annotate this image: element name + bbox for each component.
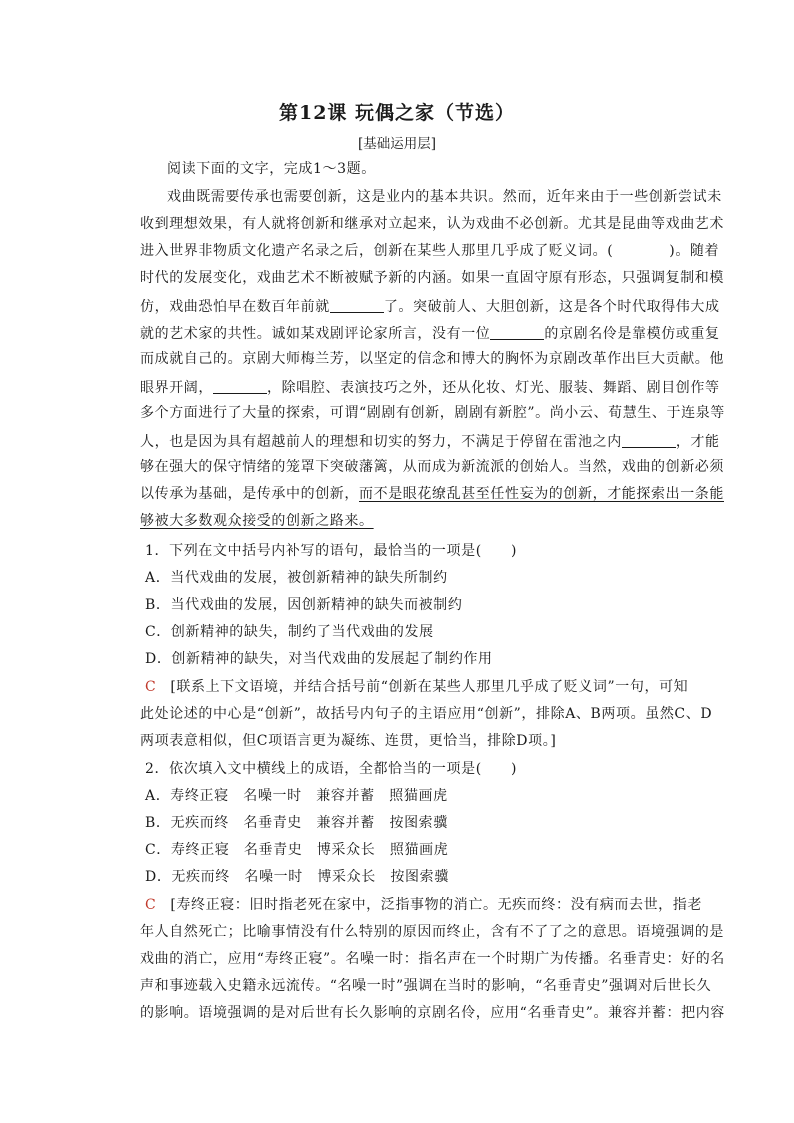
instruction: 阅读下面的文字，完成1～3题。 xyxy=(167,161,376,177)
option-b: B．当代戏曲的发展，因创新精神的缺失而被制约 xyxy=(145,597,463,613)
passage-line: 眼界开阔， ，除唱腔、表演技巧之外，还从化妆、灯光、服装、舞蹈、剧目创作等 xyxy=(140,380,720,396)
explanation-line: 年人自然死亡；比喻事情没有什么特别的原因而终止，含有不了了之的意思。语境强调的是 xyxy=(140,924,724,940)
fill-blank xyxy=(490,325,544,340)
passage-line: 就的艺术家的共性。诚如某戏剧评论家所言，没有一位 的京剧名伶是靠模仿或重复 xyxy=(140,326,720,342)
explanation-line: 戏曲的消亡，应用“寿终正寝”。名噪一时：指名声在一个时期广为传播。名垂青史：好的名 xyxy=(140,951,725,967)
explanation-line: 两项表意相似，但C项语言更为凝练、连贯，更恰当，排除D项。] xyxy=(140,733,557,749)
answer-explanation: C [联系上下文语境，并结合括号前“创新在某些人那里几乎成了贬义词”一句，可知 xyxy=(145,679,689,695)
fill-blank xyxy=(330,298,384,313)
option-a: A．当代戏曲的发展，被创新精神的缺失所制约 xyxy=(145,570,448,586)
passage-line: 多个方面进行了大量的探索，可谓“剧剧有创新，剧剧有新腔”。尚小云、荀慧生、于连泉等 xyxy=(140,405,725,421)
answer-letter: C xyxy=(145,897,157,913)
passage-line: 仿，戏曲恐怕早在数百年前就 了。突破前人、大胆创新，这是各个时代取得伟大成 xyxy=(140,299,720,315)
answer-letter: C xyxy=(145,679,157,695)
explanation-line: 的影响。语境强调的是对后世有长久影响的京剧名伶，应用“名垂青史”。兼容并蓄：把内容 xyxy=(140,1005,725,1021)
passage-line: 时代的发展变化，戏曲艺术不断被赋予新的内涵。如果一直固守原有形态，只强调复制和模 xyxy=(140,270,724,286)
answer-explanation: C [寿终正寝：旧时指老死在家中，泛指事物的消亡。无疾而终：没有病而去世，指老 xyxy=(145,897,702,913)
question-stem: 2．依次填入文中横线上的成语，全都恰当的一项是( ) xyxy=(145,761,518,777)
question-stem: 1．下列在文中括号内补写的语句，最恰当的一项是( ) xyxy=(145,543,518,559)
passage-line: 够在强大的保守情绪的笼罩下突破藩篱，从而成为新流派的创始人。当然，戏曲的创新必须 xyxy=(140,459,724,475)
option-c: C．寿终正寝 名垂青史 博采众长 照猫画虎 xyxy=(145,842,449,858)
underlined-sentence: 而不是眼花缭乱甚至任性妄为的创新，才能探索出一条能 xyxy=(359,486,724,502)
passage-line: 进入世界非物质文化遗产名录之后，创新在某些人那里几乎成了贬义词。( )。随着 xyxy=(140,243,720,259)
explanation-line: 声和事迹载入史籍永远流传。“名噪一时”强调在当时的影响，“名垂青史”强调对后世长久 xyxy=(140,978,712,994)
passage-line: 收到理想效果，有人就将创新和继承对立起来，认为戏曲不必创新。尤其是昆曲等戏曲艺术 xyxy=(140,216,724,232)
passage-line: 人，也是因为具有超越前人的理想和切实的努力，不满足于停留在雷池之内 ，才能 xyxy=(140,434,720,450)
option-b: B．无疾而终 名垂青史 兼容并蓄 按图索骥 xyxy=(145,815,448,831)
option-d: D．创新精神的缺失，对当代戏曲的发展起了制约作用 xyxy=(145,651,493,667)
fill-blank xyxy=(213,379,267,394)
passage-line: 而成就自己的。京剧大师梅兰芳，以坚定的信念和博大的胸怀为京剧改革作出巨大贡献。他 xyxy=(140,351,724,367)
lesson-title: 第12课 玩偶之家（节选） xyxy=(278,102,516,124)
section-label: [基础运用层] xyxy=(357,136,437,152)
underlined-sentence: 够被大多数观众接受的创新之路来。 xyxy=(140,513,374,529)
fill-blank xyxy=(622,433,676,448)
explanation-line: 此处论述的中心是“创新”，故括号内句子的主语应用“创新”，排除A、B两项。虽然C、D xyxy=(140,706,713,722)
option-c: C．创新精神的缺失，制约了当代戏曲的发展 xyxy=(145,624,434,640)
passage-line: 戏曲既需要传承也需要创新，这是业内的基本共识。然而，近年来由于一些创新尝试未 xyxy=(167,189,722,205)
option-d: D．无疾而终 名噪一时 博采众长 按图索骥 xyxy=(145,869,449,885)
passage-line: 以传承为基础，是传承中的创新，而不是眼花缭乱甚至任性妄为的创新，才能探索出一条能 xyxy=(140,486,724,502)
option-a: A．寿终正寝 名噪一时 兼容并蓄 照猫画虎 xyxy=(145,788,448,804)
